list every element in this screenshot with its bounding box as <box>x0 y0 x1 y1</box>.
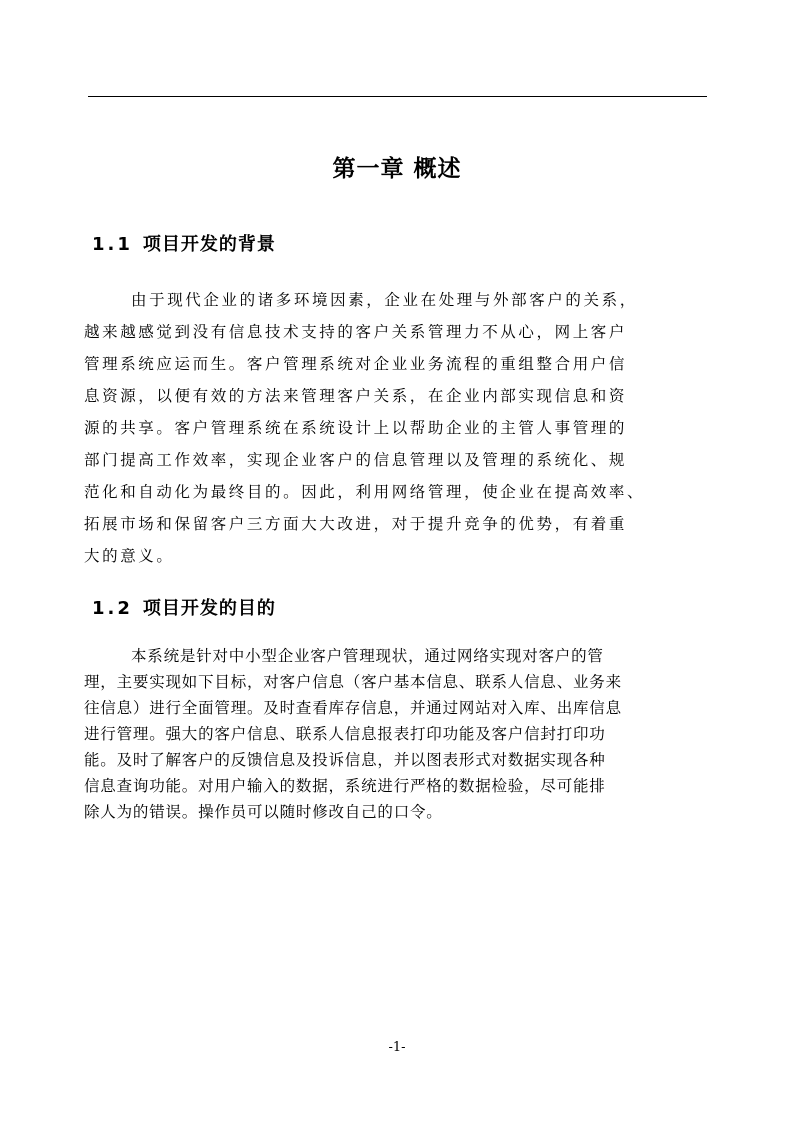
chapter-title: 第一章 概述 <box>332 156 462 182</box>
background-paragraph <box>84 284 645 572</box>
section-number: 1.2 <box>92 598 133 619</box>
section-title: 项目开发的背景 <box>142 234 276 255</box>
section-number: 1.1 <box>92 234 133 255</box>
paragraph-line: 本系统是针对中小型企业客户管理现状，通过网络实现对客户的管 <box>131 647 604 665</box>
paragraph-line: 由于现代企业的诸多环境因素，企业在处理与外部客户的关系， <box>131 291 638 309</box>
paragraph-line: 大的意义。 <box>84 547 175 565</box>
paragraph-line: 源的共享。客户管理系统在系统设计上以帮助企业的主管人事管理的 <box>84 419 628 437</box>
paragraph-line: 进行管理。强大的客户信息、联系人信息报表打印功能及客户信封打印功 <box>84 725 606 743</box>
paragraph-line: 部门提高工作效率，实现企业客户的信息管理以及管理的系统化、规 <box>84 451 628 469</box>
paragraph-line: 管理系统应运而生。客户管理系统对企业业务流程的重组整合用户信 <box>84 355 628 373</box>
paragraph-line: 往信息）进行全面管理。及时查看库存信息，并通过网站对入库、出库信息 <box>84 699 622 717</box>
paragraph-line: 范化和自动化为最终目的。因此，利用网络管理，使企业在提高效率、 <box>84 483 646 501</box>
paragraph-line: 息资源，以便有效的方法来管理客户关系，在企业内部实现信息和资 <box>84 387 628 405</box>
page-number: -1- <box>388 1040 406 1055</box>
paragraph-line: 拓展市场和保留客户三方面大大改进，对于提升竞争的优势，有着重 <box>84 515 628 533</box>
purpose-paragraph <box>84 643 622 825</box>
section-heading-1-2 <box>92 594 276 620</box>
section-heading-1-1 <box>92 230 276 256</box>
header-rule <box>88 96 707 97</box>
section-title: 项目开发的目的 <box>142 598 276 619</box>
paragraph-line: 信息查询功能。对用户输入的数据，系统进行严格的数据检验，尽可能排 <box>84 777 606 795</box>
paragraph-line: 理，主要实现如下目标，对客户信息（客户基本信息、联系人信息、业务来 <box>84 673 622 691</box>
paragraph-line: 能。及时了解客户的反馈信息及投诉信息，并以图表形式对数据实现各种 <box>84 751 606 769</box>
paragraph-line: 除人为的错误。操作员可以随时修改自己的口令。 <box>84 803 443 821</box>
paragraph-line: 越来越感觉到没有信息技术支持的客户关系管理力不从心，网上客户 <box>84 323 628 341</box>
